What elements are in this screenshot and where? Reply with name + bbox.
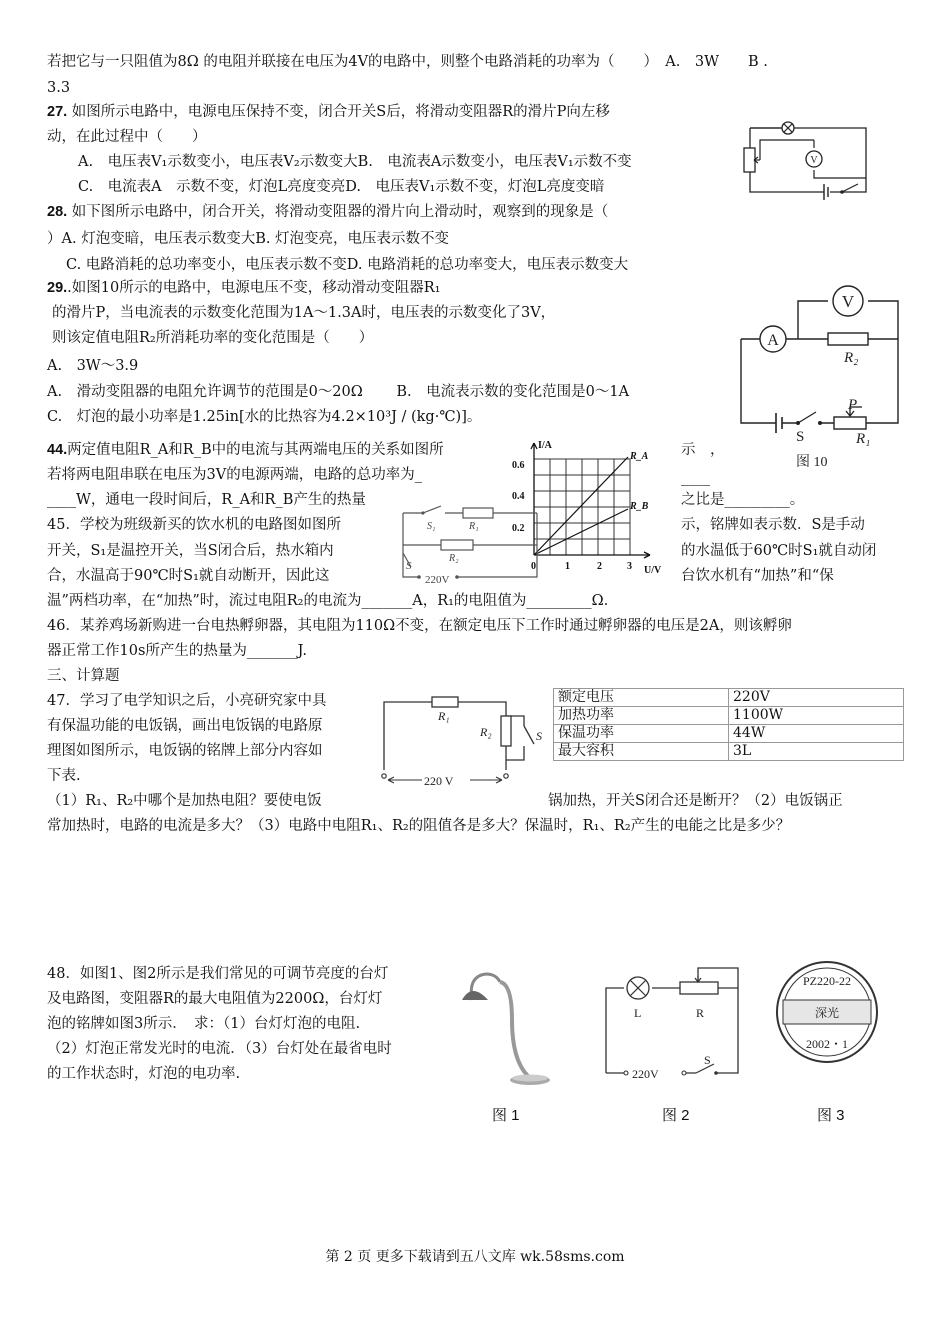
axis-label-x: U/V: [644, 565, 662, 576]
figure-caption: 图 10: [796, 455, 828, 470]
spec-row: [554, 689, 904, 707]
text-line: （1）R₁、R₂中哪个是加热电阻？要使电饭: [47, 793, 322, 809]
question-29: [47, 278, 440, 298]
text-line: 示，铭牌如表示数．S是手动: [681, 517, 865, 533]
switch-icon: [796, 412, 822, 445]
text-line: 则该定值电阻R₂所消耗功率的变化范围是（ ）: [52, 330, 374, 346]
spec-row: [554, 743, 904, 761]
tick-label: 0: [531, 561, 536, 572]
resistor-r1: [463, 508, 493, 532]
tick-label: 1: [565, 561, 570, 572]
resistor-r2: [441, 540, 473, 564]
battery-icon: [824, 184, 828, 200]
resistor-label: R₁: [856, 431, 871, 447]
voltage-label: 220V: [632, 1067, 659, 1081]
question-27: [47, 102, 610, 122]
text-line: C. 电路消耗的总功率变小，电压表示数不变D. 电路消耗的总功率变大，电压表示数变大: [66, 257, 629, 273]
tick-label: 0.6: [512, 460, 525, 471]
voltmeter-icon: [833, 286, 863, 316]
text-line: 46．某养鸡场新购进一台电热孵卵器，其电阻为110Ω不变，在额定电压下工作时通过孵卵器的电压是2A，则该孵卵: [47, 618, 792, 634]
rheostat-r1: [834, 397, 870, 447]
resistor-label: R₂: [480, 725, 492, 739]
desk-lamp-image: [458, 960, 558, 1092]
text-line: 的水温低于60℃时S₁就自动闭: [681, 543, 877, 559]
text-line: ____: [681, 470, 710, 486]
switch-s: [403, 553, 412, 572]
ammeter-label: A: [767, 332, 779, 349]
spec-row: [554, 725, 904, 743]
text-line: 温”两档功率，在“加热”时，流过电阻R₂的电流为_______A，R₁的电阻值为_________Ω．: [47, 593, 619, 609]
option-line: A. 滑动变阻器的电阻允许调节的范围是0～20Ω B. 电流表示数的变化范围是0～1A: [47, 384, 630, 400]
spec-value: 3L: [729, 743, 904, 761]
option-line: C. 灯泡的最小功率是1.25in[水的比热容为4.2×10³J / (kg·℃)]。: [47, 409, 482, 425]
resistor-r2: [479, 716, 511, 746]
text-line: 台饮水机有“加热”和“保: [681, 568, 834, 584]
line-label: R_B: [630, 501, 649, 512]
question-text: 如图所示电路中，电源电压保持不变，闭合开关S后，将滑动变阻器R的滑片P向左移: [71, 104, 610, 120]
lamp-icon: [627, 977, 649, 1020]
resistor-label: R₁: [469, 521, 479, 532]
question-text: 两定值电阻R_A和R_B中的电流与其两端电压的关系如图所: [67, 442, 444, 458]
text-line: 理图如图所示，电饭锅的铭牌上部分内容如: [47, 743, 323, 759]
tick-label: 3: [627, 561, 632, 572]
tick-label: 0.4: [512, 491, 525, 502]
question-44: [47, 440, 444, 460]
slider-label: P: [848, 397, 858, 413]
text-line: 常加热时，电路的电流是多大？（3）电路中电阻R₁、R₂的阻值各是多大？保温时，R₁、R₂产生的电能之比是多少？: [47, 818, 791, 834]
text-line: 开关，S₁是温控开关，当S闭合后，热水箱内: [47, 543, 334, 559]
switch-label: S: [704, 1053, 711, 1067]
question-28: [47, 202, 608, 222]
tick-label: 0.2: [512, 523, 525, 534]
text-line: 48．如图1、图2所示是我们常见的可调节亮度的台灯: [47, 966, 389, 982]
lamp-icon: [782, 122, 794, 134]
text-line: 示 ，: [681, 442, 725, 458]
option-line: C. 电流表A 示数不变，灯泡L亮度变亮D. 电压表V₁示数不变，灯泡L亮度变暗: [78, 179, 605, 195]
voltmeter-label: V: [810, 155, 818, 166]
section-title: 三、计算题: [47, 668, 120, 684]
text-line: 泡的铭牌如图3所示． 求：（1）台灯灯泡的电阻.: [47, 1016, 361, 1032]
figure-caption: 图 2: [662, 1107, 690, 1124]
spec-key: 额定电压: [554, 689, 729, 707]
tick-label: 2: [597, 561, 602, 572]
text-line: 若将两电阻串联在电压为3V的电源两端，电路的总功率为_: [47, 467, 422, 483]
spec-table: [553, 688, 904, 761]
rheostat-label: R: [696, 1006, 705, 1020]
text-line: 有保温功能的电饭锅，画出电饭锅的电路原: [47, 718, 323, 734]
switch-label: S₁: [427, 521, 436, 532]
question-number: 44.: [47, 442, 68, 458]
nameplate-model: PZ220-22: [803, 974, 851, 988]
page-footer: 第 2 页 更多下载请到五八文库 wk.58sms.com: [325, 1249, 625, 1265]
resistor-label: R₁: [438, 709, 450, 723]
resistor-r2: [828, 333, 868, 366]
figure-caption: 图 1: [492, 1107, 520, 1124]
resistor-r1: [432, 697, 458, 723]
switch-label: S: [536, 729, 542, 743]
circuit-diagram-q45: [397, 497, 543, 589]
text-line: ____W，通电一段时间后，R_A和R_B产生的热量: [47, 492, 366, 508]
voltmeter-label: V: [841, 292, 855, 311]
circuit-diagram-fig10: [738, 283, 913, 473]
line-label: R_A: [630, 451, 649, 462]
spec-key: 加热功率: [554, 707, 729, 725]
switch-s: [524, 726, 542, 744]
text-line: 47．学习了电学知识之后，小亮研究家中具: [47, 693, 327, 709]
battery-icon: [776, 413, 782, 433]
question-number: 29.: [47, 280, 68, 296]
nameplate-date: 2002・1: [805, 1037, 849, 1051]
text-line: 的滑片P，当电流表的示数变化范围为1A～1.3A时，电压表的示数变化了3V，: [52, 305, 556, 321]
nameplate-brand: 深光: [814, 1006, 840, 1020]
figure-caption: 图 3: [817, 1107, 845, 1124]
option-line: A. 3W～3.9: [47, 358, 139, 374]
question-text: 如下图所示电路中，闭合开关，将滑动变阻器的滑片向上滑动时，观察到的现象是（: [71, 204, 609, 220]
text-line: 之比是_________。: [681, 492, 805, 508]
voltage-label: 220V: [425, 574, 450, 586]
text-line: 若把它与一只阻值为8Ω 的电阻并联接在电压为4V的电路中，则整个电路消耗的功率为（ ） A. 3W B .: [47, 54, 768, 70]
text-line: 下表.: [47, 768, 81, 784]
text-line: ）A. 灯泡变暗，电压表示数变大B. 灯泡变亮，电压表示数不变: [47, 231, 450, 247]
option-line: A. 电压表V₁示数变小，电压表V₂示数变大B. 电流表A示数变小，电压表V₁示数不变: [78, 154, 632, 170]
voltage-label: 220 V: [424, 774, 454, 788]
spec-row: [554, 707, 904, 725]
text-line: 动，在此过程中（ ）: [47, 129, 207, 145]
spec-value: 1100W: [729, 707, 904, 725]
text-line: 45．学校为班级新买的饮水机的电路图如图所: [47, 517, 341, 533]
lamp-label: L: [634, 1006, 642, 1020]
switch-label: S: [796, 429, 805, 445]
resistor-label: R₂: [844, 350, 859, 366]
text-line: 合，水温高于90℃时S₁就自动断开，因此这: [47, 568, 330, 584]
question-text: .如图10所示的电路中，电源电压不变，移动滑动变阻器R₁: [67, 280, 441, 296]
axis-label-y: I/A: [538, 440, 552, 451]
ammeter-icon: [760, 326, 786, 352]
spec-value: 220V: [729, 689, 904, 707]
spec-key: 保温功率: [554, 725, 729, 743]
switch-icon: [696, 1053, 718, 1075]
text-line: 锅加热，开关S闭合还是断开？（2）电饭锅正: [548, 793, 843, 809]
circuit-diagram-q27: [738, 118, 880, 200]
text-line: 3.3: [47, 80, 71, 96]
rheostat-icon: [744, 140, 778, 172]
spec-key: 最大容积: [554, 743, 729, 761]
question-number: 27.: [47, 104, 68, 120]
question-number: 28.: [47, 204, 68, 220]
text-line: （2）灯泡正常发光时的电流．（3）台灯处在最省电时: [47, 1041, 392, 1057]
bulb-nameplate: [772, 950, 882, 1074]
text-line: 的工作状态时，灯泡的电功率.: [47, 1066, 241, 1082]
switch-label: S: [406, 560, 412, 572]
circuit-diagram-q47: [378, 688, 552, 790]
spec-value: 44W: [729, 725, 904, 743]
text-line: 器正常工作10s所产生的热量为_______J.: [47, 643, 307, 659]
rheostat-icon: [680, 976, 718, 1020]
switch-s1: [421, 506, 441, 532]
text-line: 及电路图，变阻器R的最大电阻值为2200Ω，台灯灯: [47, 991, 383, 1007]
circuit-diagram-fig2: [598, 960, 748, 1088]
resistor-label: R₂: [449, 553, 459, 564]
voltmeter-icon: [806, 151, 822, 167]
